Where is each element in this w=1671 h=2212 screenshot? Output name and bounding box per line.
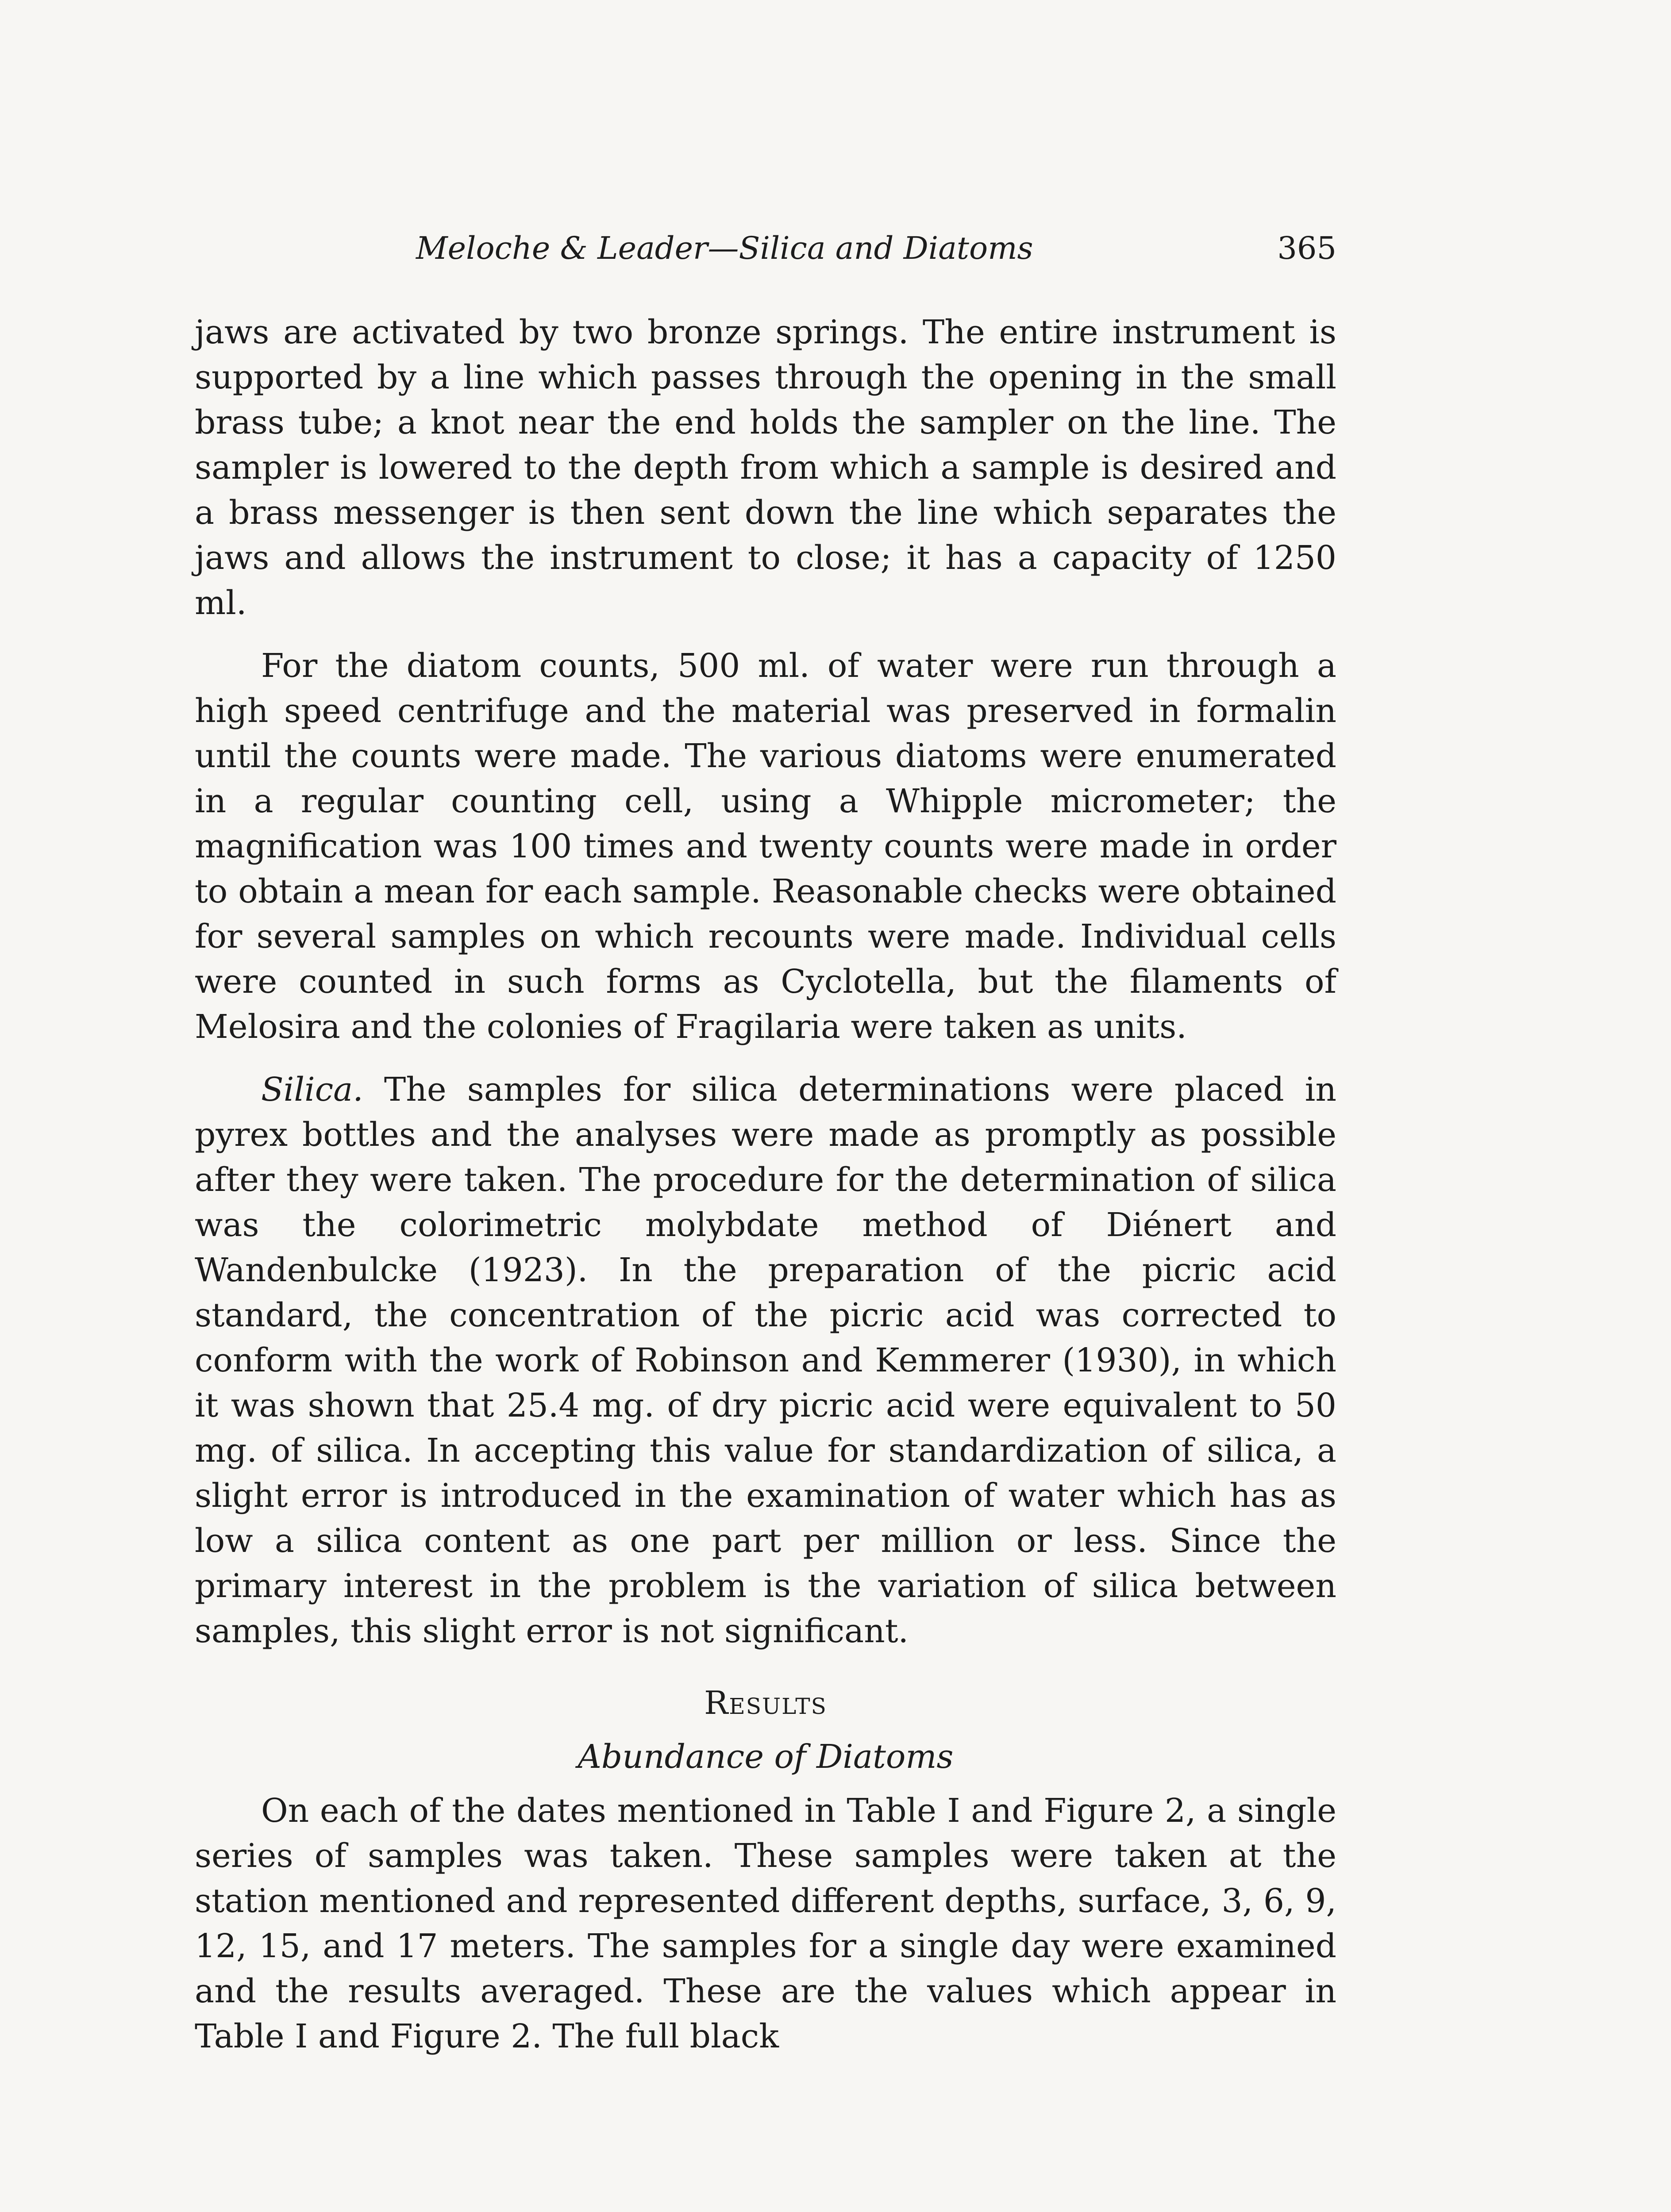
paragraph-silica — [195, 1067, 1336, 1654]
paragraph-results: On each of the dates mentioned in Table I and Figure 2, a single series of samples was taken. These samples were taken at the station mentioned and represented different depths, surface, 3, 6, 9, 12, 15, and 17 meters. The samples for a single day were examined and the results averaged. These are the values which appear in Table I and Figure 2. The full black — [195, 1792, 1336, 2055]
running-head — [195, 230, 1336, 283]
paragraph-diatom-counts: For the diatom counts, 500 ml. of water were run through a high speed centrifuge and the material was preserved in formalin until the counts were made. The various diatoms were enumerated in a regular counting cell, using a Whipple micrometer; the magnification was 100 times and twenty counts were made in order to obtain a mean for each sample. Reasonable checks were obtained for several samples on which recounts were made. Individual cells were counted in such forms as Cyclotella, but the filaments of Melosira and the colonies of Fragilaria were taken as units. — [195, 647, 1336, 1046]
paragraph-sampler: jaws are activated by two bronze springs. The entire instrument is supported by a line which passes through the opening in the small brass tube; a knot near the end holds the sampler on the line. The sampler is lowered to the depth from which a sample is desired and a brass messenger is then sent down the line which separates the jaws and allows the instrument to close; it has a capacity of 1250 ml. — [195, 313, 1336, 622]
paragraph-silica-lead: Silica. — [261, 1071, 363, 1109]
page-number: 365 — [1277, 230, 1336, 266]
paragraph-gap — [195, 626, 1336, 643]
body-text — [195, 310, 1336, 2059]
paragraph-silica-text: The samples for silica determinations were placed in pyrex bottles and the analyses were made as promptly as possible after they were taken. The procedure for the determination of silica was the colorimetric molybdate method of Diénert and Wandenbulcke (1923). In the preparation of the picric acid standard, the concentration of the picric acid was corrected to conform with the work of Robinson and Kemmerer (1930), in which it was shown that 25.4 mg. of dry picric acid were equivalent to 50 mg. of silica. In accepting this value for standardization of silica, a slight error is introduced in the examination of water which has as low a silica content as one part per million or less. Since the primary interest in the problem is the variation of silica between samples, this slight error is not significant. — [195, 1071, 1336, 1650]
subsection-heading-abundance: Abundance of Diatoms — [578, 1738, 954, 1776]
section-heading-results: Results — [704, 1684, 827, 1721]
paragraph-gap — [195, 1049, 1336, 1067]
running-title: Meloche & Leader—Silica and Diatoms — [416, 230, 1033, 266]
